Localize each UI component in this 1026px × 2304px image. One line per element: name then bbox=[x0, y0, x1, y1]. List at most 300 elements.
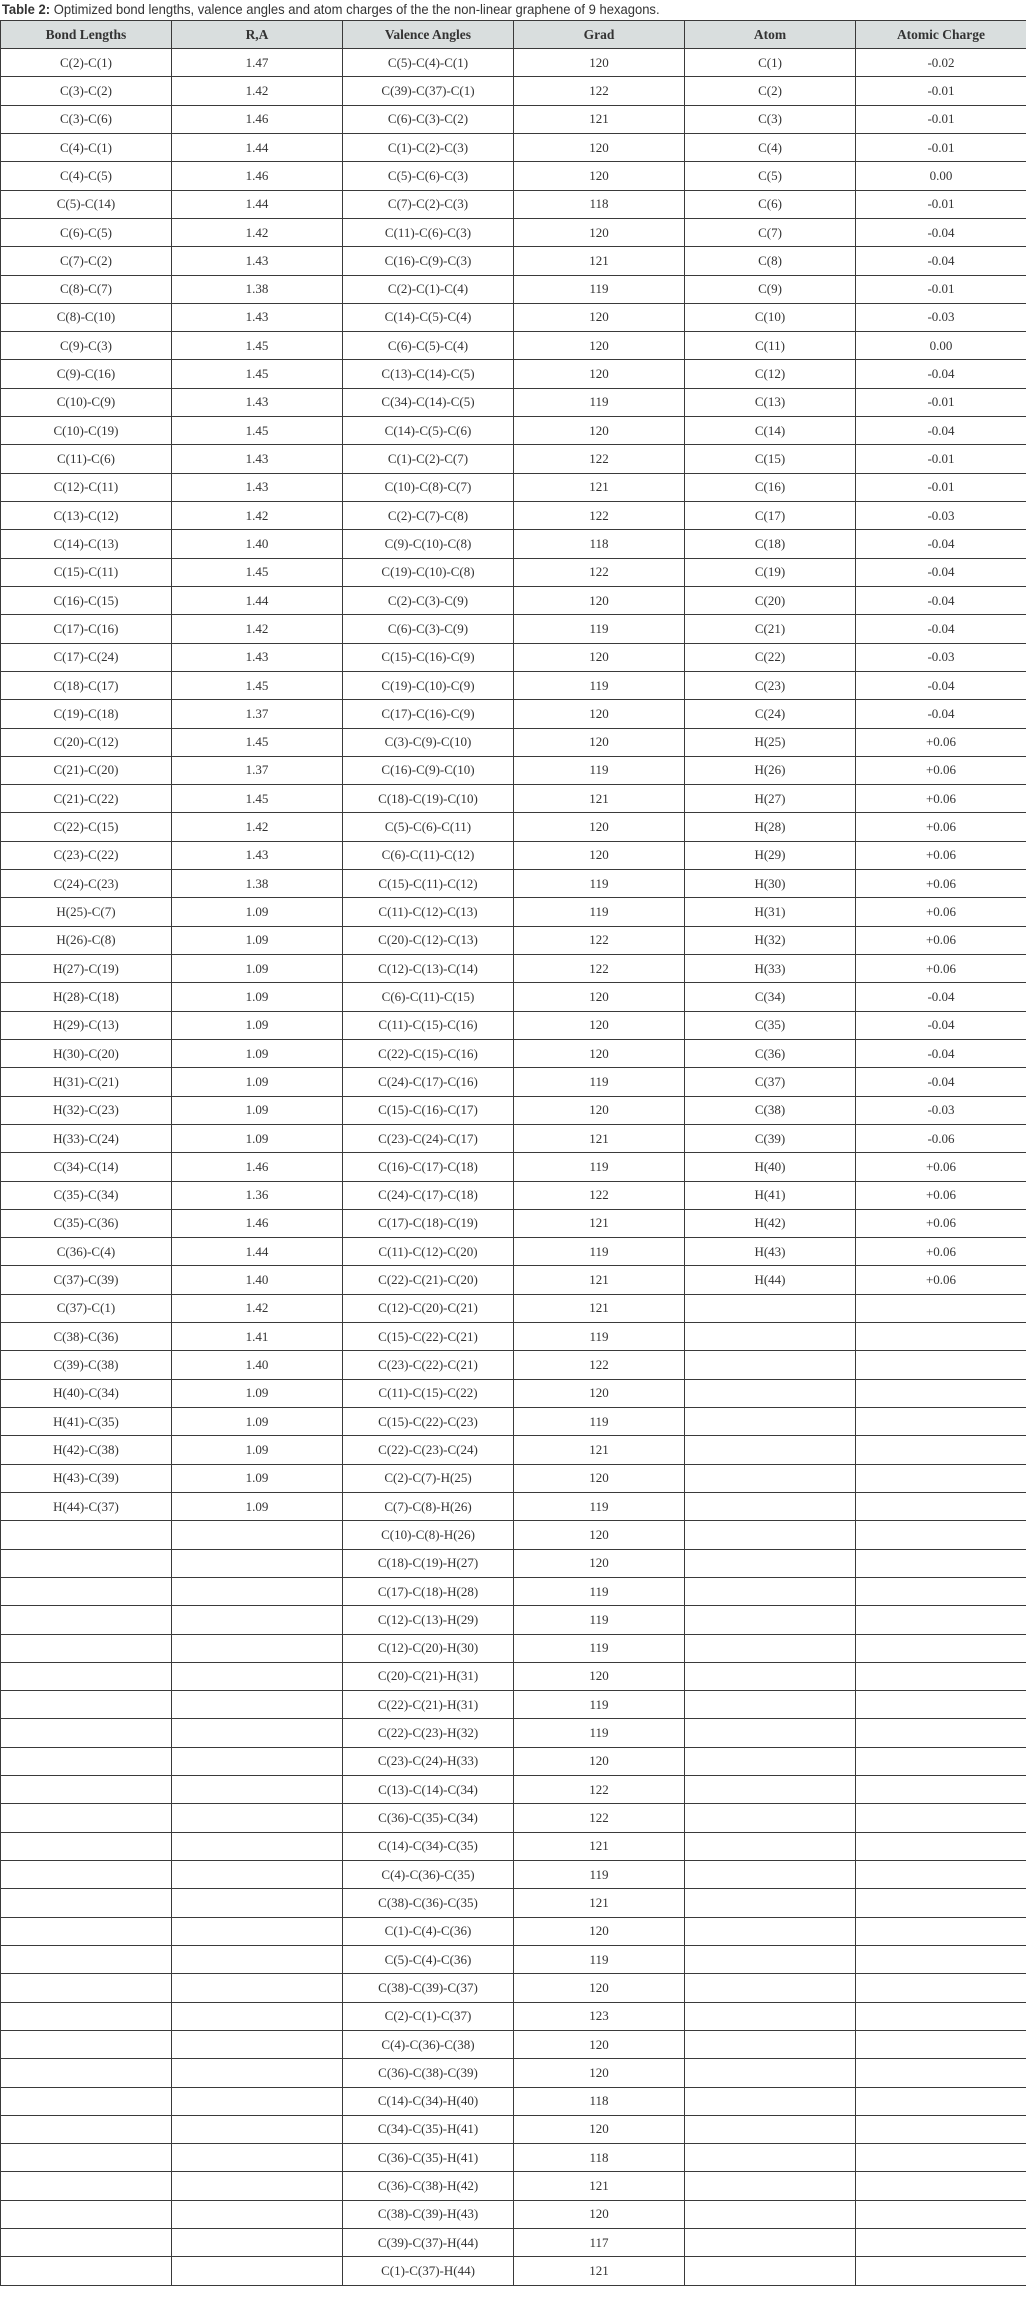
cell-atom: C(34) bbox=[685, 983, 856, 1011]
cell-bond-length bbox=[1, 1945, 172, 1973]
cell-atomic-charge: -0.04 bbox=[856, 558, 1026, 586]
cell-r-a: 1.09 bbox=[172, 898, 343, 926]
cell-r-a: 1.45 bbox=[172, 728, 343, 756]
cell-grad: 120 bbox=[514, 218, 685, 246]
cell-bond-length: C(9)-C(3) bbox=[1, 332, 172, 360]
cell-valence-angle: C(24)-C(17)-C(18) bbox=[343, 1181, 514, 1209]
cell-r-a: 1.44 bbox=[172, 586, 343, 614]
table-row bbox=[1, 303, 1026, 331]
cell-bond-length: H(41)-C(35) bbox=[1, 1408, 172, 1436]
cell-atomic-charge bbox=[856, 1521, 1026, 1549]
table-header-row bbox=[1, 21, 1026, 49]
cell-grad: 120 bbox=[514, 1549, 685, 1577]
cell-grad: 120 bbox=[514, 1011, 685, 1039]
cell-atomic-charge bbox=[856, 1408, 1026, 1436]
cell-atom: H(28) bbox=[685, 813, 856, 841]
cell-valence-angle: C(4)-C(36)-C(38) bbox=[343, 2030, 514, 2058]
cell-grad: 119 bbox=[514, 1861, 685, 1889]
cell-valence-angle: C(12)-C(13)-H(29) bbox=[343, 1606, 514, 1634]
cell-r-a: 1.45 bbox=[172, 558, 343, 586]
cell-valence-angle: C(14)-C(5)-C(4) bbox=[343, 303, 514, 331]
cell-bond-length bbox=[1, 1662, 172, 1690]
cell-r-a: 1.36 bbox=[172, 1181, 343, 1209]
cell-r-a bbox=[172, 1606, 343, 1634]
cell-valence-angle: C(18)-C(19)-C(10) bbox=[343, 785, 514, 813]
cell-atom: C(8) bbox=[685, 247, 856, 275]
cell-atom bbox=[685, 1945, 856, 1973]
table-row bbox=[1, 1776, 1026, 1804]
cell-r-a: 1.43 bbox=[172, 303, 343, 331]
table-row bbox=[1, 2200, 1026, 2228]
caption-text: Optimized bond lengths, valence angles and atom charges of the the non-linear graphene of 9 hexagons. bbox=[50, 1, 660, 17]
cell-atomic-charge bbox=[856, 1436, 1026, 1464]
header-atom: Atom bbox=[685, 21, 856, 49]
cell-atom: H(44) bbox=[685, 1266, 856, 1294]
table-row bbox=[1, 445, 1026, 473]
cell-grad: 121 bbox=[514, 1124, 685, 1152]
cell-bond-length: H(44)-C(37) bbox=[1, 1492, 172, 1520]
table-row bbox=[1, 77, 1026, 105]
cell-grad: 120 bbox=[514, 841, 685, 869]
cell-grad: 120 bbox=[514, 360, 685, 388]
cell-bond-length: C(38)-C(36) bbox=[1, 1323, 172, 1351]
cell-atomic-charge: +0.06 bbox=[856, 813, 1026, 841]
cell-valence-angle: C(11)-C(15)-C(16) bbox=[343, 1011, 514, 1039]
cell-valence-angle: C(2)-C(7)-H(25) bbox=[343, 1464, 514, 1492]
cell-bond-length: H(28)-C(18) bbox=[1, 983, 172, 1011]
cell-valence-angle: C(12)-C(20)-C(21) bbox=[343, 1294, 514, 1322]
table-row bbox=[1, 2172, 1026, 2200]
cell-atomic-charge: -0.03 bbox=[856, 643, 1026, 671]
cell-r-a: 1.09 bbox=[172, 1039, 343, 1067]
table-row bbox=[1, 1662, 1026, 1690]
table-row bbox=[1, 1917, 1026, 1945]
cell-atom: C(11) bbox=[685, 332, 856, 360]
cell-grad: 120 bbox=[514, 1974, 685, 2002]
cell-valence-angle: C(2)-C(7)-C(8) bbox=[343, 502, 514, 530]
cell-atom: C(1) bbox=[685, 49, 856, 77]
cell-grad: 119 bbox=[514, 671, 685, 699]
cell-atomic-charge: +0.06 bbox=[856, 728, 1026, 756]
cell-atom bbox=[685, 1464, 856, 1492]
table-row bbox=[1, 700, 1026, 728]
cell-atomic-charge bbox=[856, 2059, 1026, 2087]
cell-atomic-charge: -0.04 bbox=[856, 360, 1026, 388]
cell-bond-length: C(35)-C(34) bbox=[1, 1181, 172, 1209]
cell-atomic-charge: -0.01 bbox=[856, 275, 1026, 303]
cell-atom bbox=[685, 1889, 856, 1917]
cell-bond-length bbox=[1, 1549, 172, 1577]
cell-atom bbox=[685, 1832, 856, 1860]
cell-r-a: 1.42 bbox=[172, 502, 343, 530]
cell-atomic-charge: +0.06 bbox=[856, 870, 1026, 898]
table-row bbox=[1, 1691, 1026, 1719]
cell-bond-length: C(3)-C(6) bbox=[1, 105, 172, 133]
table-row bbox=[1, 2087, 1026, 2115]
table-row bbox=[1, 728, 1026, 756]
table-row bbox=[1, 2144, 1026, 2172]
cell-r-a: 1.40 bbox=[172, 530, 343, 558]
table-row bbox=[1, 1068, 1026, 1096]
cell-bond-length bbox=[1, 2229, 172, 2257]
cell-atom: C(17) bbox=[685, 502, 856, 530]
cell-grad: 121 bbox=[514, 1832, 685, 1860]
cell-atomic-charge bbox=[856, 1776, 1026, 1804]
cell-grad: 122 bbox=[514, 955, 685, 983]
cell-bond-length: C(6)-C(5) bbox=[1, 218, 172, 246]
cell-bond-length: C(15)-C(11) bbox=[1, 558, 172, 586]
table-caption bbox=[0, 0, 954, 20]
cell-grad: 120 bbox=[514, 643, 685, 671]
table-row bbox=[1, 473, 1026, 501]
cell-grad: 119 bbox=[514, 756, 685, 784]
cell-atom: H(27) bbox=[685, 785, 856, 813]
table-row bbox=[1, 841, 1026, 869]
table-row bbox=[1, 1436, 1026, 1464]
cell-r-a: 1.43 bbox=[172, 388, 343, 416]
cell-valence-angle: C(38)-C(39)-H(43) bbox=[343, 2200, 514, 2228]
cell-valence-angle: C(20)-C(12)-C(13) bbox=[343, 926, 514, 954]
cell-r-a: 1.46 bbox=[172, 1209, 343, 1237]
cell-atomic-charge: -0.04 bbox=[856, 983, 1026, 1011]
cell-r-a: 1.44 bbox=[172, 190, 343, 218]
cell-atom: H(40) bbox=[685, 1153, 856, 1181]
cell-r-a bbox=[172, 2087, 343, 2115]
cell-r-a bbox=[172, 1521, 343, 1549]
cell-valence-angle: C(19)-C(10)-C(9) bbox=[343, 671, 514, 699]
cell-valence-angle: C(5)-C(4)-C(36) bbox=[343, 1945, 514, 1973]
cell-valence-angle: C(12)-C(20)-H(30) bbox=[343, 1634, 514, 1662]
cell-r-a: 1.09 bbox=[172, 1436, 343, 1464]
cell-atomic-charge: -0.04 bbox=[856, 586, 1026, 614]
cell-bond-length: C(4)-C(1) bbox=[1, 133, 172, 161]
cell-bond-length bbox=[1, 1521, 172, 1549]
table-row bbox=[1, 983, 1026, 1011]
cell-bond-length: C(21)-C(20) bbox=[1, 756, 172, 784]
cell-r-a bbox=[172, 1719, 343, 1747]
cell-atom: H(31) bbox=[685, 898, 856, 926]
cell-bond-length: C(20)-C(12) bbox=[1, 728, 172, 756]
cell-atom: C(22) bbox=[685, 643, 856, 671]
cell-atomic-charge bbox=[856, 2229, 1026, 2257]
cell-grad: 120 bbox=[514, 49, 685, 77]
cell-atomic-charge: -0.04 bbox=[856, 530, 1026, 558]
cell-r-a: 1.41 bbox=[172, 1323, 343, 1351]
table-row bbox=[1, 218, 1026, 246]
cell-grad: 121 bbox=[514, 2257, 685, 2285]
cell-bond-length: C(37)-C(1) bbox=[1, 1294, 172, 1322]
cell-bond-length: C(17)-C(24) bbox=[1, 643, 172, 671]
cell-atom bbox=[685, 1379, 856, 1407]
cell-r-a: 1.37 bbox=[172, 700, 343, 728]
cell-grad: 119 bbox=[514, 1577, 685, 1605]
cell-bond-length bbox=[1, 2087, 172, 2115]
cell-atomic-charge bbox=[856, 1577, 1026, 1605]
cell-atom bbox=[685, 2172, 856, 2200]
cell-bond-length: C(19)-C(18) bbox=[1, 700, 172, 728]
cell-atomic-charge: -0.03 bbox=[856, 1096, 1026, 1124]
cell-bond-length: C(35)-C(36) bbox=[1, 1209, 172, 1237]
cell-grad: 122 bbox=[514, 1776, 685, 1804]
table-row bbox=[1, 1209, 1026, 1237]
cell-atom: C(13) bbox=[685, 388, 856, 416]
cell-grad: 119 bbox=[514, 275, 685, 303]
cell-atomic-charge bbox=[856, 1691, 1026, 1719]
cell-grad: 121 bbox=[514, 785, 685, 813]
cell-valence-angle: C(6)-C(11)-C(12) bbox=[343, 841, 514, 869]
table-row bbox=[1, 1861, 1026, 1889]
table-row bbox=[1, 1379, 1026, 1407]
cell-grad: 120 bbox=[514, 1917, 685, 1945]
cell-bond-length: C(18)-C(17) bbox=[1, 671, 172, 699]
cell-atomic-charge: -0.01 bbox=[856, 77, 1026, 105]
cell-bond-length bbox=[1, 2172, 172, 2200]
cell-atom: H(32) bbox=[685, 926, 856, 954]
cell-atom bbox=[685, 2030, 856, 2058]
table-row bbox=[1, 785, 1026, 813]
cell-atomic-charge bbox=[856, 2030, 1026, 2058]
cell-valence-angle: C(13)-C(14)-C(5) bbox=[343, 360, 514, 388]
cell-grad: 119 bbox=[514, 1492, 685, 1520]
cell-grad: 120 bbox=[514, 303, 685, 331]
cell-valence-angle: C(14)-C(34)-H(40) bbox=[343, 2087, 514, 2115]
cell-grad: 120 bbox=[514, 2030, 685, 2058]
cell-r-a: 1.42 bbox=[172, 615, 343, 643]
cell-valence-angle: C(22)-C(21)-H(31) bbox=[343, 1691, 514, 1719]
cell-bond-length bbox=[1, 1776, 172, 1804]
cell-r-a: 1.42 bbox=[172, 77, 343, 105]
cell-atom: C(35) bbox=[685, 1011, 856, 1039]
cell-bond-length bbox=[1, 2115, 172, 2143]
cell-valence-angle: C(19)-C(10)-C(8) bbox=[343, 558, 514, 586]
cell-valence-angle: C(14)-C(5)-C(6) bbox=[343, 417, 514, 445]
cell-grad: 123 bbox=[514, 2002, 685, 2030]
table-row bbox=[1, 332, 1026, 360]
cell-bond-length bbox=[1, 2030, 172, 2058]
table-row bbox=[1, 247, 1026, 275]
table-row bbox=[1, 1832, 1026, 1860]
table-row bbox=[1, 756, 1026, 784]
table-row bbox=[1, 813, 1026, 841]
table-row bbox=[1, 1238, 1026, 1266]
cell-valence-angle: C(22)-C(15)-C(16) bbox=[343, 1039, 514, 1067]
table-row bbox=[1, 1889, 1026, 1917]
cell-grad: 119 bbox=[514, 388, 685, 416]
cell-valence-angle: C(6)-C(11)-C(15) bbox=[343, 983, 514, 1011]
cell-valence-angle: C(7)-C(8)-H(26) bbox=[343, 1492, 514, 1520]
cell-atomic-charge: -0.04 bbox=[856, 700, 1026, 728]
cell-valence-angle: C(4)-C(36)-C(35) bbox=[343, 1861, 514, 1889]
cell-atomic-charge: -0.01 bbox=[856, 105, 1026, 133]
cell-atomic-charge: -0.01 bbox=[856, 133, 1026, 161]
cell-valence-angle: C(2)-C(3)-C(9) bbox=[343, 586, 514, 614]
cell-atom bbox=[685, 1521, 856, 1549]
cell-grad: 120 bbox=[514, 1521, 685, 1549]
cell-valence-angle: C(6)-C(5)-C(4) bbox=[343, 332, 514, 360]
cell-bond-length: C(21)-C(22) bbox=[1, 785, 172, 813]
cell-r-a: 1.09 bbox=[172, 1124, 343, 1152]
cell-grad: 120 bbox=[514, 2059, 685, 2087]
cell-grad: 121 bbox=[514, 473, 685, 501]
cell-atom bbox=[685, 1974, 856, 2002]
cell-atomic-charge: -0.03 bbox=[856, 303, 1026, 331]
cell-valence-angle: C(7)-C(2)-C(3) bbox=[343, 190, 514, 218]
cell-grad: 122 bbox=[514, 445, 685, 473]
cell-atom: C(2) bbox=[685, 77, 856, 105]
cell-atomic-charge: +0.06 bbox=[856, 1209, 1026, 1237]
cell-atom bbox=[685, 1776, 856, 1804]
data-table bbox=[0, 20, 1026, 2286]
cell-atomic-charge: -0.04 bbox=[856, 218, 1026, 246]
cell-atom: C(39) bbox=[685, 1124, 856, 1152]
cell-atomic-charge bbox=[856, 2002, 1026, 2030]
cell-grad: 119 bbox=[514, 1068, 685, 1096]
cell-grad: 121 bbox=[514, 247, 685, 275]
cell-r-a: 1.46 bbox=[172, 105, 343, 133]
table-row bbox=[1, 1039, 1026, 1067]
cell-atom: H(26) bbox=[685, 756, 856, 784]
cell-valence-angle: C(23)-C(24)-H(33) bbox=[343, 1747, 514, 1775]
cell-atom: C(7) bbox=[685, 218, 856, 246]
cell-grad: 120 bbox=[514, 1096, 685, 1124]
table-row bbox=[1, 615, 1026, 643]
cell-r-a bbox=[172, 2200, 343, 2228]
table-row bbox=[1, 955, 1026, 983]
cell-r-a bbox=[172, 1974, 343, 2002]
cell-atom: H(41) bbox=[685, 1181, 856, 1209]
cell-bond-length bbox=[1, 2144, 172, 2172]
header-bond-lengths: Bond Lengths bbox=[1, 21, 172, 49]
cell-valence-angle: C(5)-C(6)-C(3) bbox=[343, 162, 514, 190]
cell-r-a: 1.43 bbox=[172, 473, 343, 501]
cell-valence-angle: C(3)-C(9)-C(10) bbox=[343, 728, 514, 756]
cell-bond-length: C(8)-C(7) bbox=[1, 275, 172, 303]
table-row bbox=[1, 1096, 1026, 1124]
cell-valence-angle: C(22)-C(23)-C(24) bbox=[343, 1436, 514, 1464]
cell-atomic-charge: -0.01 bbox=[856, 190, 1026, 218]
table-row bbox=[1, 105, 1026, 133]
cell-bond-length: C(5)-C(14) bbox=[1, 190, 172, 218]
cell-r-a: 1.45 bbox=[172, 360, 343, 388]
cell-r-a bbox=[172, 1861, 343, 1889]
cell-atomic-charge: +0.06 bbox=[856, 841, 1026, 869]
cell-atomic-charge: -0.04 bbox=[856, 1011, 1026, 1039]
table-row bbox=[1, 1549, 1026, 1577]
cell-r-a bbox=[172, 2257, 343, 2285]
table-row bbox=[1, 1294, 1026, 1322]
cell-atom bbox=[685, 2002, 856, 2030]
cell-r-a: 1.09 bbox=[172, 1408, 343, 1436]
cell-atomic-charge bbox=[856, 1945, 1026, 1973]
cell-valence-angle: C(17)-C(18)-C(19) bbox=[343, 1209, 514, 1237]
cell-atom: C(3) bbox=[685, 105, 856, 133]
cell-valence-angle: C(1)-C(2)-C(3) bbox=[343, 133, 514, 161]
cell-valence-angle: C(16)-C(17)-C(18) bbox=[343, 1153, 514, 1181]
cell-atom: H(33) bbox=[685, 955, 856, 983]
cell-r-a: 1.09 bbox=[172, 1492, 343, 1520]
cell-bond-length: C(12)-C(11) bbox=[1, 473, 172, 501]
cell-atomic-charge bbox=[856, 1294, 1026, 1322]
cell-r-a: 1.38 bbox=[172, 275, 343, 303]
cell-r-a bbox=[172, 1945, 343, 1973]
cell-r-a: 1.09 bbox=[172, 1096, 343, 1124]
cell-r-a: 1.43 bbox=[172, 247, 343, 275]
table-row bbox=[1, 558, 1026, 586]
cell-valence-angle: C(5)-C(6)-C(11) bbox=[343, 813, 514, 841]
table-row bbox=[1, 133, 1026, 161]
cell-atomic-charge bbox=[856, 2144, 1026, 2172]
cell-atomic-charge bbox=[856, 1323, 1026, 1351]
cell-valence-angle: C(17)-C(16)-C(9) bbox=[343, 700, 514, 728]
cell-grad: 120 bbox=[514, 1662, 685, 1690]
cell-grad: 119 bbox=[514, 870, 685, 898]
cell-bond-length bbox=[1, 2059, 172, 2087]
cell-valence-angle: C(36)-C(38)-H(42) bbox=[343, 2172, 514, 2200]
table-row bbox=[1, 49, 1026, 77]
cell-valence-angle: C(39)-C(37)-C(1) bbox=[343, 77, 514, 105]
cell-grad: 121 bbox=[514, 105, 685, 133]
cell-atom: C(38) bbox=[685, 1096, 856, 1124]
cell-atom bbox=[685, 1351, 856, 1379]
cell-grad: 121 bbox=[514, 1889, 685, 1917]
cell-grad: 120 bbox=[514, 1039, 685, 1067]
table-row bbox=[1, 1521, 1026, 1549]
cell-valence-angle: C(36)-C(35)-H(41) bbox=[343, 2144, 514, 2172]
cell-bond-length bbox=[1, 1606, 172, 1634]
cell-grad: 120 bbox=[514, 162, 685, 190]
cell-r-a: 1.38 bbox=[172, 870, 343, 898]
table-row bbox=[1, 190, 1026, 218]
cell-r-a bbox=[172, 2229, 343, 2257]
cell-bond-length: H(25)-C(7) bbox=[1, 898, 172, 926]
table-row bbox=[1, 1124, 1026, 1152]
cell-r-a: 1.09 bbox=[172, 1464, 343, 1492]
cell-grad: 120 bbox=[514, 586, 685, 614]
cell-atomic-charge: 0.00 bbox=[856, 332, 1026, 360]
table-row bbox=[1, 2229, 1026, 2257]
cell-r-a bbox=[172, 1776, 343, 1804]
cell-valence-angle: C(15)-C(22)-C(21) bbox=[343, 1323, 514, 1351]
cell-valence-angle: C(10)-C(8)-H(26) bbox=[343, 1521, 514, 1549]
cell-bond-length: C(8)-C(10) bbox=[1, 303, 172, 331]
cell-atom bbox=[685, 1861, 856, 1889]
cell-grad: 119 bbox=[514, 1945, 685, 1973]
table-row bbox=[1, 1577, 1026, 1605]
cell-atomic-charge: -0.01 bbox=[856, 445, 1026, 473]
cell-atom bbox=[685, 1549, 856, 1577]
cell-bond-length bbox=[1, 2200, 172, 2228]
cell-atomic-charge bbox=[856, 2172, 1026, 2200]
cell-bond-length: H(43)-C(39) bbox=[1, 1464, 172, 1492]
table-row bbox=[1, 1945, 1026, 1973]
cell-r-a: 1.40 bbox=[172, 1351, 343, 1379]
cell-atomic-charge: -0.04 bbox=[856, 1068, 1026, 1096]
cell-r-a: 1.37 bbox=[172, 756, 343, 784]
table-row bbox=[1, 1266, 1026, 1294]
cell-valence-angle: C(10)-C(8)-C(7) bbox=[343, 473, 514, 501]
cell-r-a: 1.09 bbox=[172, 926, 343, 954]
cell-grad: 119 bbox=[514, 1691, 685, 1719]
cell-grad: 122 bbox=[514, 1804, 685, 1832]
cell-bond-length: C(16)-C(15) bbox=[1, 586, 172, 614]
cell-atom bbox=[685, 1804, 856, 1832]
cell-r-a bbox=[172, 1549, 343, 1577]
cell-atom bbox=[685, 1691, 856, 1719]
table-row bbox=[1, 671, 1026, 699]
cell-valence-angle: C(1)-C(37)-H(44) bbox=[343, 2257, 514, 2285]
cell-grad: 118 bbox=[514, 190, 685, 218]
table-row bbox=[1, 275, 1026, 303]
